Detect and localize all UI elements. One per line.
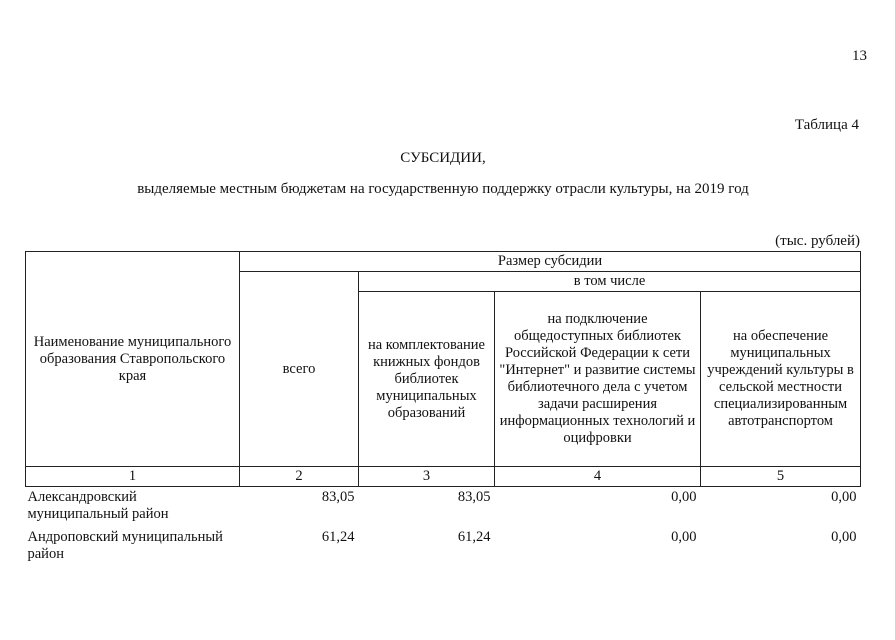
document-title: СУБСИДИИ, — [400, 150, 486, 166]
column-number-3: 3 — [359, 467, 495, 487]
table-row — [26, 527, 861, 567]
table-label: Таблица 4 — [794, 117, 859, 133]
header-col5: на обеспечение муниципальных учреждений культуры в сельской местности специализированным автотранспортом — [701, 292, 861, 467]
page-number: 13 — [852, 48, 867, 64]
column-number-2: 2 — [240, 467, 359, 487]
column-number-1: 1 — [26, 467, 240, 487]
table-row — [26, 487, 861, 528]
row-name: Андроповский муниципальный район — [27, 529, 223, 562]
header-subsidy-size: Размер субсидии — [240, 252, 861, 272]
row-transport: 0,00 — [831, 489, 857, 505]
row-transport: 0,00 — [831, 529, 857, 545]
unit-label: (тыс. рублей) — [775, 233, 860, 249]
row-books: 61,24 — [457, 529, 491, 545]
header-col4: на подключение общедоступных библиотек Российской Федерации к сети "Интернет" и развитие системы библиотечного дела с учетом задачи расширения информационных технологий и оцифровки — [495, 292, 701, 467]
row-books: 83,05 — [457, 489, 491, 505]
subsidy-table — [25, 251, 861, 567]
document-subtitle: выделяемые местным бюджетам на государственную поддержку отрасли культуры, на 2019 год — [137, 181, 749, 197]
row-internet: 0,00 — [671, 489, 697, 505]
header-name-column: Наименование муниципального образования Ставропольского края — [26, 252, 240, 467]
header-including: в том числе — [359, 272, 861, 292]
row-total: 61,24 — [321, 529, 355, 545]
column-number-5: 5 — [701, 467, 861, 487]
row-name: Александровский муниципальный район — [27, 489, 169, 522]
row-internet: 0,00 — [671, 529, 697, 545]
column-number-4: 4 — [495, 467, 701, 487]
header-total: всего — [240, 272, 359, 467]
row-total: 83,05 — [321, 489, 355, 505]
header-col3: на комплектование книжных фондов библиотек муниципальных образований — [359, 292, 495, 467]
